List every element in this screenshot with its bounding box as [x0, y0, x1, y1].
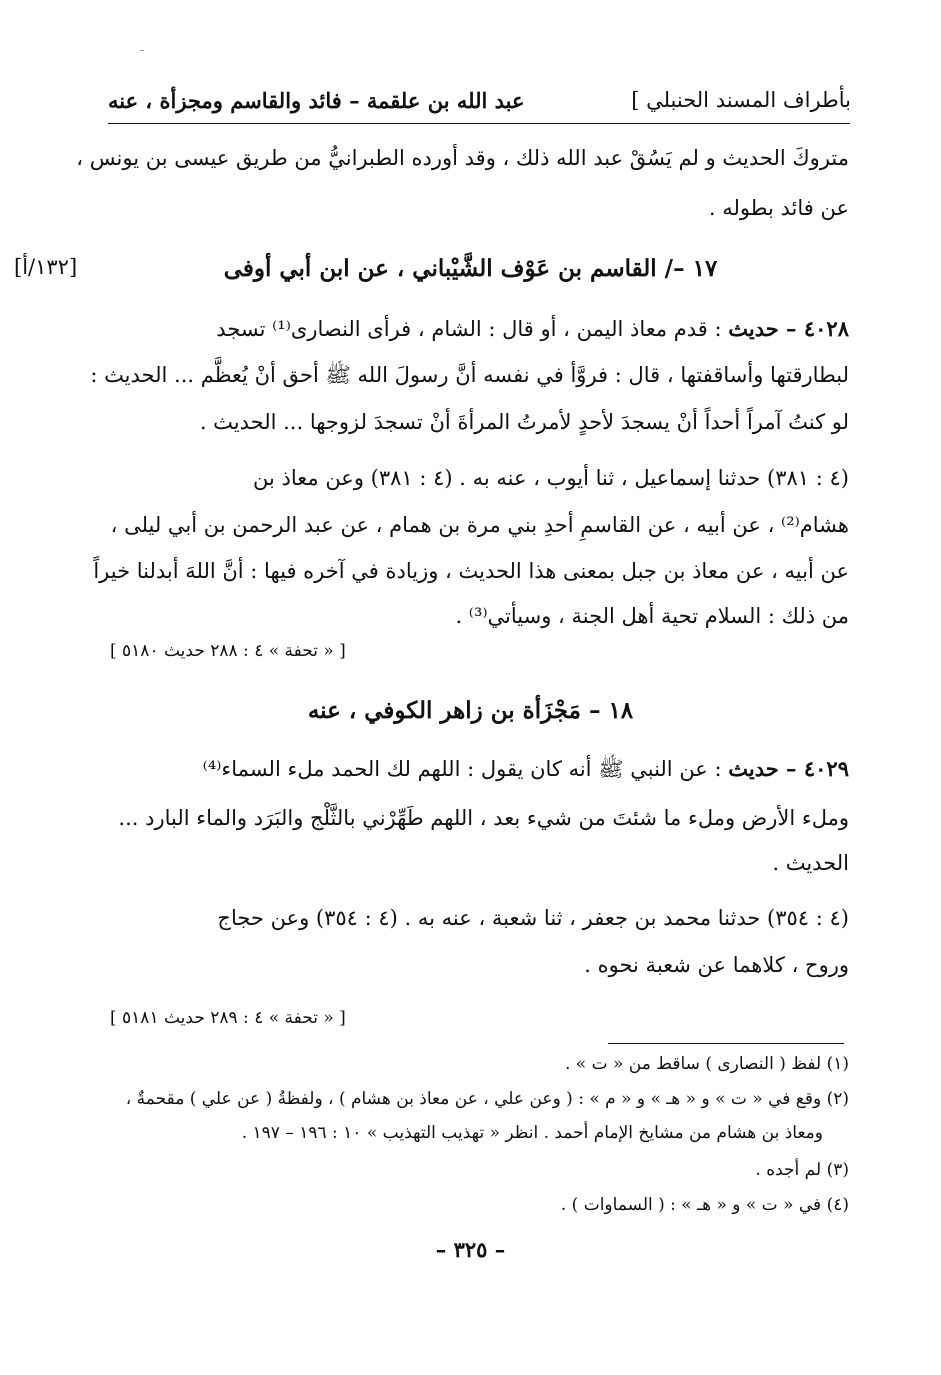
hadith-4029-number: ٤٠٢٩ – حديث — [728, 756, 849, 781]
page-number: – ٣٢٥ – — [435, 1237, 506, 1262]
footnote-2: (٢) وقع في « ت » و « هـ » و « م » : ( وعن علي ، عن معاذ بن هشام ) ، ولفظةُ ( عن علي ) مقحمةٌ ، — [125, 1089, 849, 1109]
intro-line-2: عن فائد بطوله . — [708, 196, 849, 220]
hadith-4028-line-3: لو كنتُ آمراً أحداً أنْ يسجدَ لأحدٍ لأمرتُ المرأةَ أنْ تسجدَ لزوجها ... الحديث . — [199, 410, 849, 434]
manuscript-folio-ref: [١٣٢/أ] — [14, 255, 78, 279]
hadith-4029-line-3: الحديث . — [772, 851, 849, 875]
footnote-1: (١) لفظ ( النصارى ) ساقط من « ت » . — [564, 1054, 849, 1074]
isnad-4029-line-1: (٤ : ٣٥٤) حدثنا محمد بن جعفر ، ثنا شعبة ، عنه به . (٤ : ٣٥٤) وعن حجاج — [217, 906, 849, 930]
tuhfa-ref-4028: [ « تحفة » ٤ : ٢٨٨ حديث ٥١٨٠ ] — [110, 641, 346, 661]
isnad-4028-line-3: عن أبيه ، عن معاذ بن جبل بمعنى هذا الحديث ، وزيادة في آخره فيها : أنَّ اللهَ أبدلنا خيراً — [93, 559, 849, 583]
hadith-4028-text-1: : قدم معاذ اليمن ، أو قال : الشام ، فرأى النصارى⁽¹⁾ تسجد — [216, 317, 722, 341]
section-18-title: ١٨ – مَجْزَأة بن زاهر الكوفي ، عنه — [307, 697, 634, 724]
hadith-4028-number: ٤٠٢٨ – حديث — [728, 316, 849, 341]
scan-mark — [140, 50, 144, 51]
footnote-2-continued: ومعاذ بن هشام من مشايخ الإمام أحمد . انظر « تهذيب التهذيب » ١٠ : ١٩٦ – ١٩٧ . — [241, 1123, 823, 1143]
running-header-section: عبد الله بن علقمة – فائد والقاسم ومجزأة ، عنه — [108, 88, 525, 113]
hadith-4028-line-1 — [216, 316, 849, 341]
isnad-4029-line-2: وروح ، كلاهما عن شعبة نحوه . — [584, 953, 849, 977]
hadith-4028-line-2: لبطارقتها وأساقفتها ، قال : فروَّأ في نفسه أنَّ رسولَ الله ﷺ أحق أنْ يُعظَّم ... الحديث : — [90, 363, 849, 387]
hadith-4029-text-1: : عن النبي ﷺ أنه كان يقول : اللهم لك الحمد ملء السماء⁽⁴⁾ — [202, 757, 722, 781]
header-divider — [108, 123, 850, 124]
hadith-4029-line-2: وملء الأرض وملء ما شئتَ من شيء بعد ، اللهم طَهِّرْني بالثَّلْج والبَرَد والماء البارد ... — [118, 806, 849, 830]
footnote-4: (٤) في « ت » و « هـ » : ( السماوات ) . — [560, 1195, 849, 1215]
isnad-4028-line-4: من ذلك : السلام تحية أهل الجنة ، وسيأتي⁽³⁾ . — [455, 604, 849, 628]
hadith-4029-line-1 — [203, 756, 849, 787]
isnad-4028-line-2: هشام⁽²⁾ ، عن أبيه ، عن القاسمِ أحدِ بني مرة بن همام ، عن عبد الرحمن بن أبي ليلى ، — [110, 513, 849, 537]
footnote-divider — [608, 1043, 844, 1044]
intro-line-1: متروكَ الحديث و لم يَسُقْ عبد الله ذلك ، وقد أورده الطبرانيُّ من طريق عيسى بن يونس ، — [76, 146, 849, 170]
running-header-book-title: بأطراف المسند الحنبلي ] — [631, 88, 851, 112]
footnote-3: (٣) لم أجده . — [755, 1160, 849, 1180]
isnad-4028-line-1: (٤ : ٣٨١) حدثنا إسماعيل ، ثنا أيوب ، عنه به . (٤ : ٣٨١) وعن معاذ بن — [253, 466, 849, 490]
section-17-title: ١٧ –/ القاسم بن عَوْف الشَّيْباني ، عن ابن أبي أوفى — [223, 255, 718, 282]
tuhfa-ref-4029: [ « تحفة » ٤ : ٢٨٩ حديث ٥١٨١ ] — [110, 1008, 346, 1028]
